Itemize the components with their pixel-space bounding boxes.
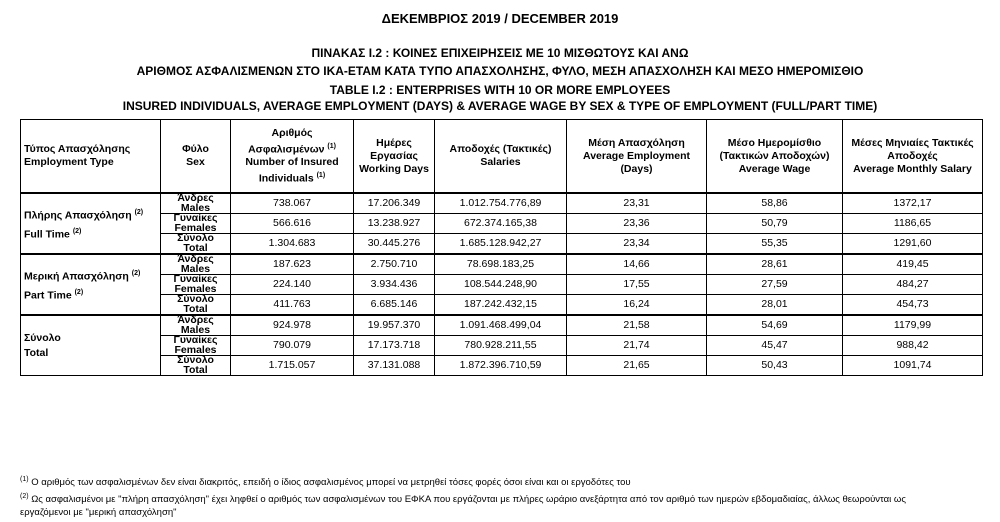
cell-days: 6.685.146 — [354, 295, 435, 316]
cell-salaries: 1.872.396.710,59 — [435, 356, 567, 376]
table-row — [21, 356, 983, 376]
table-row — [21, 254, 983, 275]
cell-monthly: 419,45 — [843, 254, 983, 275]
employment-type-greek: Σύνολο — [24, 331, 61, 344]
cell-avg-wage: 54,69 — [707, 315, 843, 336]
cell-monthly: 1179,99 — [843, 315, 983, 336]
table-title-english: TABLE I.2 : ENTERPRISES WITH 10 OR MORE EMPLOYEES — [329, 83, 671, 97]
sex-cell: Γυναίκες Females — [161, 275, 231, 295]
table-row — [21, 234, 983, 255]
table-row — [21, 315, 983, 336]
sex-cell: Σύνολο Total — [161, 295, 231, 316]
col-average-wage: Μέσο Ημερομίσθιο (Τακτικών Αποδοχών) Average Wage — [707, 120, 843, 194]
sex-cell: Άνδρες Males — [161, 193, 231, 214]
cell-avg-wage: 50,79 — [707, 214, 843, 234]
cell-monthly: 1372,17 — [843, 193, 983, 214]
cell-days: 2.750.710 — [354, 254, 435, 275]
cell-days: 19.957.370 — [354, 315, 435, 336]
footnote-mark: (2) — [74, 288, 84, 296]
col-monthly-salary: Μέσες Μηνιαίες Τακτικές Αποδοχές Average Monthly Salary — [843, 120, 983, 194]
sex-cell: Γυναίκες Females — [161, 336, 231, 356]
footnote-1: $^{(1)}$ Ο αριθμός των ασφαλισμένων δεν είναι διακριτός, επειδή ο ίδιος ασφαλισμένος μπορεί να μετρηθεί τόσες φορές όσοι είναι και οι εργοδότες του — [20, 476, 631, 489]
cell-days: 17.206.349 — [354, 193, 435, 214]
col-average-employment: Μέση Απασχόληση Average Employment (Days) — [567, 120, 707, 194]
cell-salaries: 1.012.754.776,89 — [435, 193, 567, 214]
table-row — [21, 214, 983, 234]
cell-monthly: 1291,60 — [843, 234, 983, 255]
col-working-days: Ημέρες Εργασίας Working Days — [354, 120, 435, 194]
cell-insured: 924.978 — [231, 315, 354, 336]
cell-insured: 224.140 — [231, 275, 354, 295]
report-date: ΔΕΚΕΜΒΡΙΟΣ 2019 / DECEMBER 2019 — [381, 11, 619, 26]
cell-insured: 566.616 — [231, 214, 354, 234]
cell-days: 3.934.436 — [354, 275, 435, 295]
cell-insured: 790.079 — [231, 336, 354, 356]
employment-type-cell — [21, 315, 161, 376]
cell-salaries: 780.928.211,55 — [435, 336, 567, 356]
cell-monthly: 454,73 — [843, 295, 983, 316]
cell-monthly: 484,27 — [843, 275, 983, 295]
cell-avg-emp: 21,74 — [567, 336, 707, 356]
cell-avg-wage: 28,61 — [707, 254, 843, 275]
cell-avg-wage: 45,47 — [707, 336, 843, 356]
footnote-2-continued: εργαζόμενοι με "μερική απασχόληση" — [20, 507, 177, 518]
cell-monthly: 1186,65 — [843, 214, 983, 234]
cell-monthly: 988,42 — [843, 336, 983, 356]
employment-type-english: Full Time — [24, 228, 70, 240]
col-employment-type: Τύπος Απασχόλησης Employment Type — [21, 120, 161, 194]
employment-type-cell — [21, 193, 161, 254]
cell-avg-wage: 28,01 — [707, 295, 843, 316]
cell-avg-emp: 23,31 — [567, 193, 707, 214]
employment-table — [20, 119, 983, 376]
cell-salaries: 1.091.468.499,04 — [435, 315, 567, 336]
cell-avg-wage: 58,86 — [707, 193, 843, 214]
col-insured: Αριθμός Ασφαλισμένων $^{(1)}$ Number of Insured Individuals $^{(1)}$ — [231, 120, 354, 194]
cell-insured: 1.715.057 — [231, 356, 354, 376]
sex-cell: Σύνολο Total — [161, 234, 231, 255]
cell-avg-wage: 50,43 — [707, 356, 843, 376]
cell-days: 13.238.927 — [354, 214, 435, 234]
cell-insured: 1.304.683 — [231, 234, 354, 255]
footnote-2: $^{(2)}$ Ως ασφαλισμένοι με "πλήρη απασχόληση" έχει ληφθεί ο αριθμός των ασφαλισμένων του ΕΦΚΑ που εργάζονται με πλήρες ωράριο ανεξάρτητα από τον αριθμό των ημερών εβδομαδιαίας, άλλως θεωρούνται ως — [20, 493, 906, 506]
cell-avg-wage: 55,35 — [707, 234, 843, 255]
cell-avg-emp: 23,36 — [567, 214, 707, 234]
table-row — [21, 275, 983, 295]
table-title-greek: ΠΙΝΑΚΑΣ Ι.2 : ΚΟΙΝΕΣ ΕΠΙΧΕΙΡΗΣΕΙΣ ΜΕ 10 ΜΙΣΘΩΤΟΥΣ ΚΑΙ ΑΝΩ — [311, 46, 689, 60]
employment-type-cell — [21, 254, 161, 315]
cell-insured: 738.067 — [231, 193, 354, 214]
cell-insured: 187.623 — [231, 254, 354, 275]
table-row — [21, 295, 983, 316]
sex-cell: Άνδρες Males — [161, 254, 231, 275]
cell-days: 37.131.088 — [354, 356, 435, 376]
sex-cell: Σύνολο Total — [161, 356, 231, 376]
footnote-mark: (2) — [131, 270, 141, 277]
sex-cell: Γυναίκες Females — [161, 214, 231, 234]
cell-salaries: 672.374.165,38 — [435, 214, 567, 234]
cell-avg-emp: 23,34 — [567, 234, 707, 255]
cell-monthly: 1091,74 — [843, 356, 983, 376]
cell-salaries: 187.242.432,15 — [435, 295, 567, 316]
cell-avg-emp: 14,66 — [567, 254, 707, 275]
cell-avg-emp: 21,58 — [567, 315, 707, 336]
employment-type-greek: Μερική Απασχόληση — [24, 270, 129, 283]
table-row — [21, 336, 983, 356]
cell-salaries: 108.544.248,90 — [435, 275, 567, 295]
cell-insured: 411.763 — [231, 295, 354, 316]
sex-cell: Άνδρες Males — [161, 315, 231, 336]
table-subtitle-greek: ΑΡΙΘΜΟΣ ΑΣΦΑΛΙΣΜΕΝΩΝ ΣΤΟ ΙΚΑ-ΕΤΑΜ ΚΑΤΑ ΤΥΠΟ ΑΠΑΣΧΟΛΗΣΗΣ, ΦΥΛΟ, ΜΕΣΗ ΑΠΑΣΧΟΛΗΣΗ ΚΑΙ ΜΕΣΟ ΗΜΕΡΟΜΙΣΘΙΟ — [136, 64, 864, 78]
cell-avg-emp: 16,24 — [567, 295, 707, 316]
employment-type-english: Total — [24, 346, 49, 359]
cell-avg-emp: 21,65 — [567, 356, 707, 376]
table-row — [21, 193, 983, 214]
cell-days: 30.445.276 — [354, 234, 435, 255]
cell-avg-wage: 27,59 — [707, 275, 843, 295]
footnote-mark: (2) — [72, 227, 82, 235]
col-salaries: Αποδοχές (Τακτικές) Salaries — [435, 120, 567, 194]
footnote-mark: (2) — [134, 209, 144, 216]
col-sex: Φύλο Sex — [161, 120, 231, 194]
table-header-row — [21, 120, 983, 194]
cell-salaries: 78.698.183,25 — [435, 254, 567, 275]
cell-days: 17.173.718 — [354, 336, 435, 356]
table-subtitle-english: INSURED INDIVIDUALS, AVERAGE EMPLOYMENT (DAYS) & AVERAGE WAGE BY SEX & TYPE OF EMPLOYMENT (FULL/PART TIME) — [122, 99, 878, 113]
employment-type-greek: Πλήρης Απασχόληση — [24, 209, 132, 222]
employment-type-english: Part Time — [24, 289, 72, 301]
cell-salaries: 1.685.128.942,27 — [435, 234, 567, 255]
cell-avg-emp: 17,55 — [567, 275, 707, 295]
